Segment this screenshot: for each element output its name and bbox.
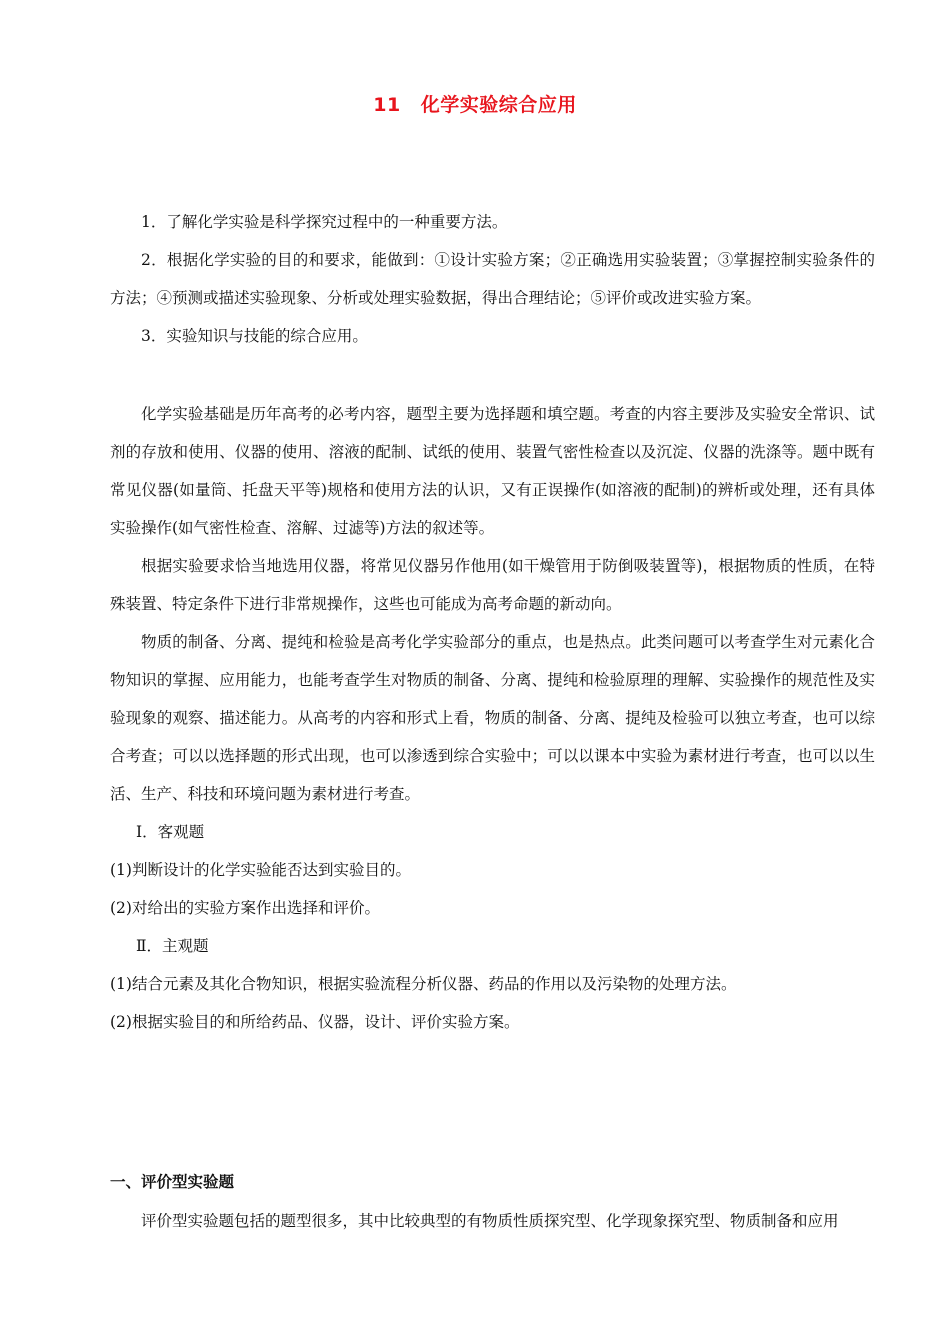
objectives-list <box>110 203 875 355</box>
page-title <box>0 90 950 117</box>
objective-item: 2．根据化学实验的目的和要求，能做到：①设计实验方案；②正确选用实验装置；③掌握控制实验条件的方法；④预测或描述实验现象、分析或处理实验数据，得出合理结论；⑤评价或改进实验方案。 <box>110 251 875 307</box>
analysis-paragraph: 物质的制备、分离、提纯和检验是高考化学实验部分的重点，也是热点。此类问题可以考查学生对元素化合物知识的掌握、应用能力，也能考查学生对物质的制备、分离、提纯和检验原理的理解、实验操作的规范性及实验现象的观察、描述能力。从高考的内容和形式上看，物质的制备、分离、提纯及检验可以独立考查，也可以综合考查；可以以选择题的形式出现，也可以渗透到综合实验中；可以以课本中实验为素材进行考查，也可以以生活、生产、科技和环境问题为素材进行考查。 <box>110 633 875 803</box>
objective-question-heading: Ⅰ．客观题 <box>136 823 205 841</box>
section-heading: 一、评价型实验题 <box>110 1173 235 1191</box>
subjective-question-item: (2)根据实验目的和所给药品、仪器，设计、评价实验方案。 <box>110 1013 520 1031</box>
analysis-paragraph: 化学实验基础是历年高考的必考内容，题型主要为选择题和填空题。考查的内容主要涉及实验安全常识、试剂的存放和使用、仪器的使用、溶液的配制、试纸的使用、装置气密性检查以及沉淀、仪器的洗涤等。题中既有常见仪器(如量筒、托盘天平等)规格和使用方法的认识，又有正误操作(如溶液的配制)的辨析或处理，还有具体实验操作(如气密性检查、溶解、过滤等)方法的叙述等。 <box>110 405 875 537</box>
analysis-section <box>110 395 875 1041</box>
objective-item: 1．了解化学实验是科学探究过程中的一种重要方法。 <box>141 213 508 231</box>
objective-item: 3．实验知识与技能的综合应用。 <box>141 327 368 345</box>
objective-question-item: (1)判断设计的化学实验能否达到实验目的。 <box>110 861 411 879</box>
title-number: 11 <box>373 94 401 116</box>
section-paragraph: 评价型实验题包括的题型很多，其中比较典型的有物质性质探究型、化学现象探究型、物质制备和应用 <box>141 1212 839 1230</box>
title-text: 化学实验综合应用 <box>420 94 577 116</box>
section-body <box>110 1202 875 1240</box>
subjective-question-item: (1)结合元素及其化合物知识，根据实验流程分析仪器、药品的作用以及污染物的处理方法。 <box>110 975 737 993</box>
objective-question-item: (2)对给出的实验方案作出选择和评价。 <box>110 899 380 917</box>
analysis-paragraph: 根据实验要求恰当地选用仪器，将常见仪器另作他用(如干燥管用于防倒吸装置等)，根据物质的性质，在特殊装置、特定条件下进行非常规操作，这些也可能成为高考命题的新动向。 <box>110 557 875 613</box>
subjective-question-heading: Ⅱ．主观题 <box>136 937 209 955</box>
